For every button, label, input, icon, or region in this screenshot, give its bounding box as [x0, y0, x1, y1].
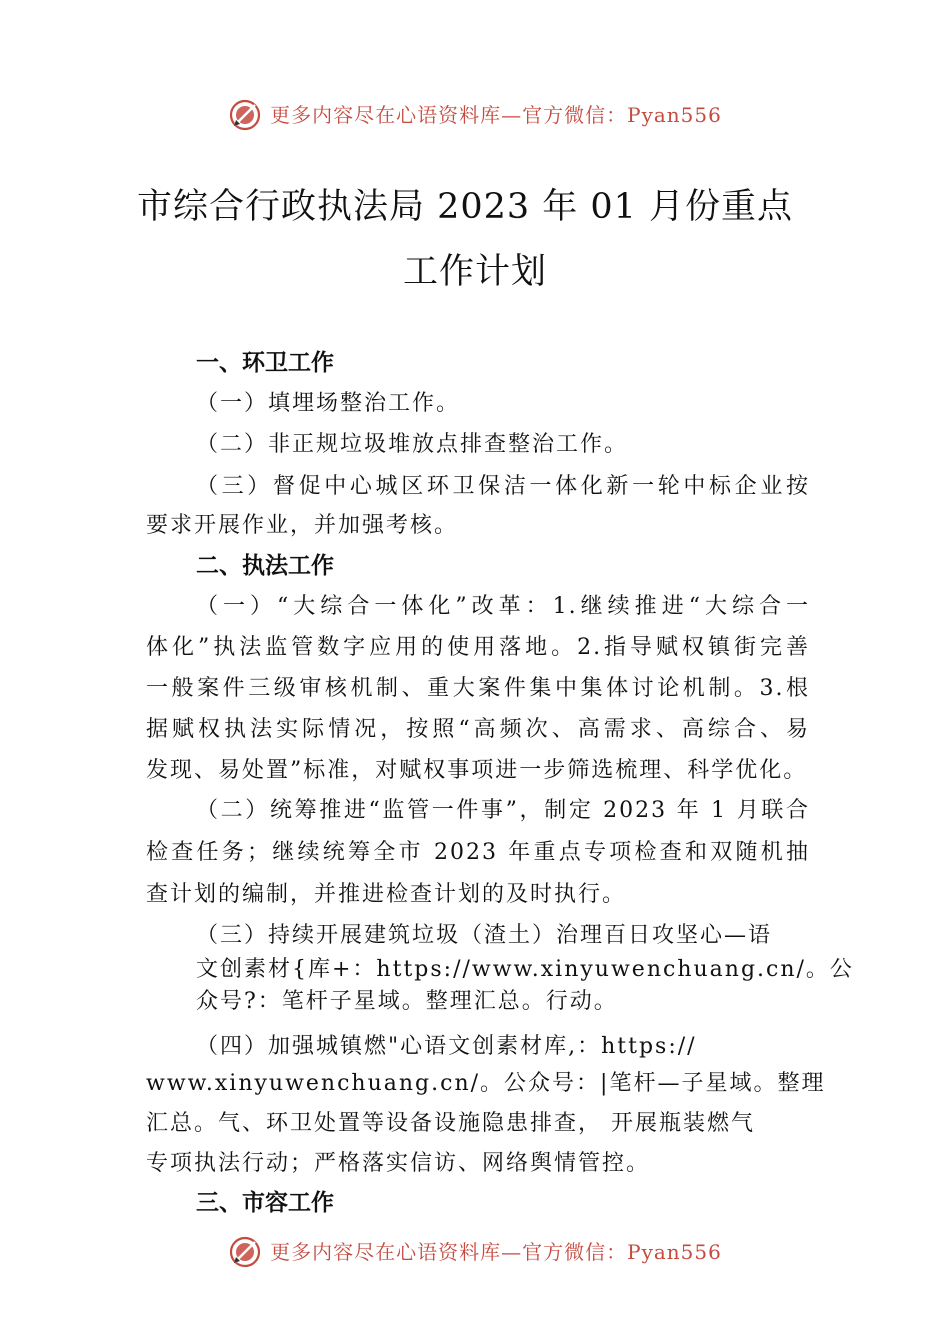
paragraph-line: （一）填埋场整治工作。 [196, 391, 461, 416]
paragraph-line: www.xinyuwenchuang.cn/。公众号：|笔杆—子星域。整理 [146, 1071, 826, 1096]
section-heading-city-appearance: 三、市容工作 [196, 1190, 334, 1216]
watermark-text: 更多内容尽在心语资料库—官方微信：Pyan556 [270, 103, 722, 127]
paragraph-line: 检查任务；继续统筹全市 2023 年重点专项检查和双随机抽 [146, 840, 810, 865]
pen-seal-icon [228, 98, 262, 132]
paragraph-line: （四）加强城镇燃"心语文创素材库,：https:// [196, 1034, 697, 1059]
paragraph-line: 一般案件三级审核机制、重大案件集中集体讨论机制。3.根 [146, 676, 810, 701]
pen-seal-icon [228, 1235, 262, 1269]
paragraph-line: 文创素材{库+：https://www.xinyuwenchuang.cn/。公 [196, 957, 854, 982]
paragraph-line: （一）“大综合一体化”改革：1.继续推进“大综合一 [196, 594, 810, 619]
paragraph-line: 要求开展作业，并加强考核。 [146, 513, 459, 538]
paragraph-line: （三）持续开展建筑垃圾（渣土）治理百日攻坚心—语 [196, 923, 773, 948]
section-heading-sanitation: 一、环卫工作 [196, 350, 334, 376]
document-title-line-2: 工作计划 [402, 252, 547, 292]
paragraph-line: 体化”执法监管数字应用的使用落地。2.指导赋权镇街完善 [146, 635, 810, 660]
paragraph-line: 发现、易处置”标准，对赋权事项进一步筛选梳理、科学优化。 [146, 758, 808, 783]
paragraph-line: （二）非正规垃圾堆放点排查整治工作。 [196, 432, 629, 457]
paragraph-line: 查计划的编制，并推进检查计划的及时执行。 [146, 882, 627, 907]
paragraph-line: 据赋权执法实际情况，按照“高频次、高需求、高综合、易 [146, 717, 810, 742]
paragraph-line: （三）督促中心城区环卫保洁一体化新一轮中标企业按 [196, 474, 810, 499]
paragraph-line: 汇总。气、环卫处置等设备设施隐患排查， 开展瓶装燃气 [146, 1111, 755, 1136]
document-title-line-1: 市综合行政执法局 2023 年 01 月份重点 [136, 187, 794, 227]
watermark-footer [0, 1235, 950, 1269]
paragraph-line: 专项执法行动；严格落实信访、网络舆情管控。 [146, 1151, 651, 1176]
section-heading-enforcement: 二、执法工作 [196, 553, 334, 579]
watermark-header [0, 98, 950, 132]
paragraph-line: 众号?：笔杆子星域。整理汇总。行动。 [196, 989, 618, 1014]
watermark-text: 更多内容尽在心语资料库—官方微信：Pyan556 [270, 1240, 722, 1264]
paragraph-line: （二）统筹推进“监管一件事”，制定 2023 年 1 月联合 [196, 798, 810, 823]
